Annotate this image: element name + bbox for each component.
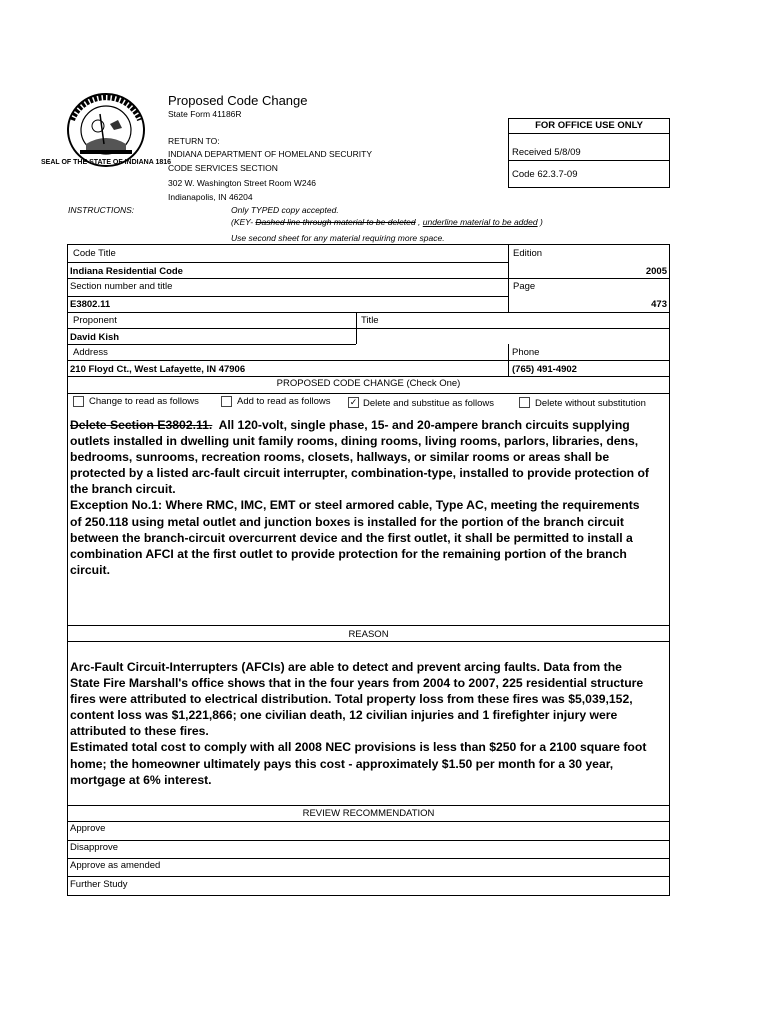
phone-label: Phone bbox=[512, 347, 540, 358]
deleted-section-text: Delete Section E3802.11. bbox=[70, 418, 213, 432]
page-value[interactable]: 473 bbox=[651, 299, 667, 310]
page-label: Page bbox=[513, 281, 536, 292]
proposal-line: outlets installed in dwelling unit family rooms, dining rooms, living rooms, parlors, libraries, dens, bbox=[70, 434, 639, 449]
change-to-read-label: Change to read as follows bbox=[89, 396, 199, 407]
delete-without-substitution-label: Delete without substitution bbox=[535, 398, 646, 409]
change-to-read-checkbox[interactable] bbox=[73, 396, 84, 407]
address-label: Address bbox=[73, 347, 108, 358]
reason-header: REASON bbox=[348, 629, 389, 640]
reason-line: mortgage at 6% interest. bbox=[70, 772, 212, 787]
office-use-header: FOR OFFICE USE ONLY bbox=[509, 119, 669, 134]
proposal-text[interactable] bbox=[70, 417, 670, 578]
state-form-number: State Form 41186R bbox=[168, 109, 242, 119]
instructions-label: INSTRUCTIONS: bbox=[68, 205, 135, 215]
section-label: Section number and title bbox=[70, 281, 173, 292]
code-title-label: Code Title bbox=[73, 248, 116, 259]
proposal-line: Delete Section E3802.11. All 120-volt, single phase, 15- and 20-ampere branch circuits supplying bbox=[70, 418, 630, 432]
indiana-state-seal bbox=[40, 92, 172, 168]
proposal-line: bedrooms, sunrooms, recreation rooms, closets, hallways, or similar rooms or areas shall be bbox=[70, 450, 610, 465]
reason-line: content loss was $1,221,866; one civilian death, 12 civilian injuries and 1 firefighter injury were bbox=[70, 708, 618, 723]
city-state-zip: Indianapolis, IN 46204 bbox=[168, 192, 253, 202]
proposed-change-header: PROPOSED CODE CHANGE (Check One) bbox=[276, 378, 461, 389]
proposal-line: the branch circuit. bbox=[70, 482, 176, 497]
reason-line: attributed to these fires. bbox=[70, 724, 209, 739]
review-header: REVIEW RECOMMENDATION bbox=[302, 808, 435, 819]
delete-and-substitute-label: Delete and substitue as follows bbox=[363, 398, 494, 409]
proposal-line: Exception No.1: Where RMC, IMC, EMT or steel armored cable, Type AC, meeting the requirements bbox=[70, 498, 640, 513]
reason-line: fires were attributed to electrical distribution. Total property loss from these fires was $5,039,152, bbox=[70, 692, 633, 707]
edition-value[interactable]: 2005 bbox=[645, 266, 667, 277]
section-value[interactable]: E3802.11 bbox=[70, 299, 111, 310]
return-to-label: RETURN TO: bbox=[168, 136, 220, 146]
department-name: INDIANA DEPARTMENT OF HOMELAND SECURITY bbox=[168, 149, 373, 159]
reason-text[interactable] bbox=[70, 659, 670, 788]
instructions-key bbox=[231, 217, 543, 227]
form-title: Proposed Code Change bbox=[168, 93, 308, 108]
key-separator: , bbox=[418, 217, 421, 227]
street-address: 302 W. Washington Street Room W246 bbox=[168, 178, 317, 188]
reason-line: home; the homeowner ultimately pays this cost - approximately $1.50 per month for a 30 year, bbox=[70, 756, 614, 771]
review-approve-as-amended[interactable]: Approve as amended bbox=[70, 860, 161, 871]
proposal-line: between the branch-circuit overcurrent device and the first outlet, it shall be permitted to install a bbox=[70, 530, 633, 545]
proposal-line: of 250.118 using metal outlet and junction boxes is installed for the portion of the branch circuit bbox=[70, 514, 624, 529]
key-underline-example: underline material to be added bbox=[422, 217, 538, 227]
key-strike-example: Dashed line through material to be deleted bbox=[255, 217, 416, 227]
office-use-box bbox=[508, 118, 670, 188]
delete-without-substitution-checkbox[interactable] bbox=[519, 397, 530, 408]
key-suffix: ) bbox=[539, 217, 543, 227]
code-title-value[interactable]: Indiana Residential Code bbox=[70, 266, 183, 277]
review-further-study[interactable]: Further Study bbox=[70, 879, 128, 890]
reason-line: Estimated total cost to comply with all 2008 NEC provisions is less than $250 for a 2100 square foot bbox=[70, 740, 647, 755]
instructions-typed: Only TYPED copy accepted. bbox=[231, 205, 339, 215]
reason-line: State Fire Marshall's office shows that in the four years from 2004 to 2007, 225 residential structure bbox=[70, 676, 644, 691]
code-change-form bbox=[67, 244, 670, 896]
review-approve[interactable]: Approve bbox=[70, 823, 106, 834]
received-field[interactable]: Received 5/8/09 bbox=[509, 134, 669, 161]
review-disapprove[interactable]: Disapprove bbox=[70, 842, 119, 853]
phone-value[interactable]: (765) 491-4902 bbox=[512, 364, 577, 375]
proposal-line: combination AFCI at the first outlet to provide protection for the remaining portion of the branch bbox=[70, 546, 627, 561]
seal-text: SEAL OF THE STATE OF INDIANA 1816 bbox=[40, 159, 172, 166]
delete-and-substitute-checkbox[interactable]: ✓ bbox=[349, 397, 358, 407]
title-label: Title bbox=[361, 315, 379, 326]
section-name: CODE SERVICES SECTION bbox=[168, 163, 278, 173]
edition-label: Edition bbox=[513, 248, 543, 259]
proposal-line: protected by a listed arc-fault circuit interrupter, combination-type, installed to provide protection of bbox=[70, 466, 649, 481]
proponent-value[interactable]: David Kish bbox=[70, 332, 120, 343]
address-value[interactable]: 210 Floyd Ct., West Lafayette, IN 47906 bbox=[70, 364, 246, 375]
code-field[interactable]: Code 62.3.7-09 bbox=[512, 169, 578, 180]
reason-line: Arc-Fault Circuit-Interrupters (AFCIs) are able to detect and prevent arcing faults. Data from the bbox=[70, 660, 622, 674]
instructions-space: Use second sheet for any material requiring more space. bbox=[231, 233, 445, 243]
add-to-read-checkbox[interactable] bbox=[221, 396, 232, 407]
proposal-line: circuit. bbox=[70, 562, 110, 577]
proponent-label: Proponent bbox=[73, 315, 117, 326]
add-to-read-label: Add to read as follows bbox=[237, 396, 331, 407]
key-prefix: (KEY- bbox=[231, 217, 254, 227]
